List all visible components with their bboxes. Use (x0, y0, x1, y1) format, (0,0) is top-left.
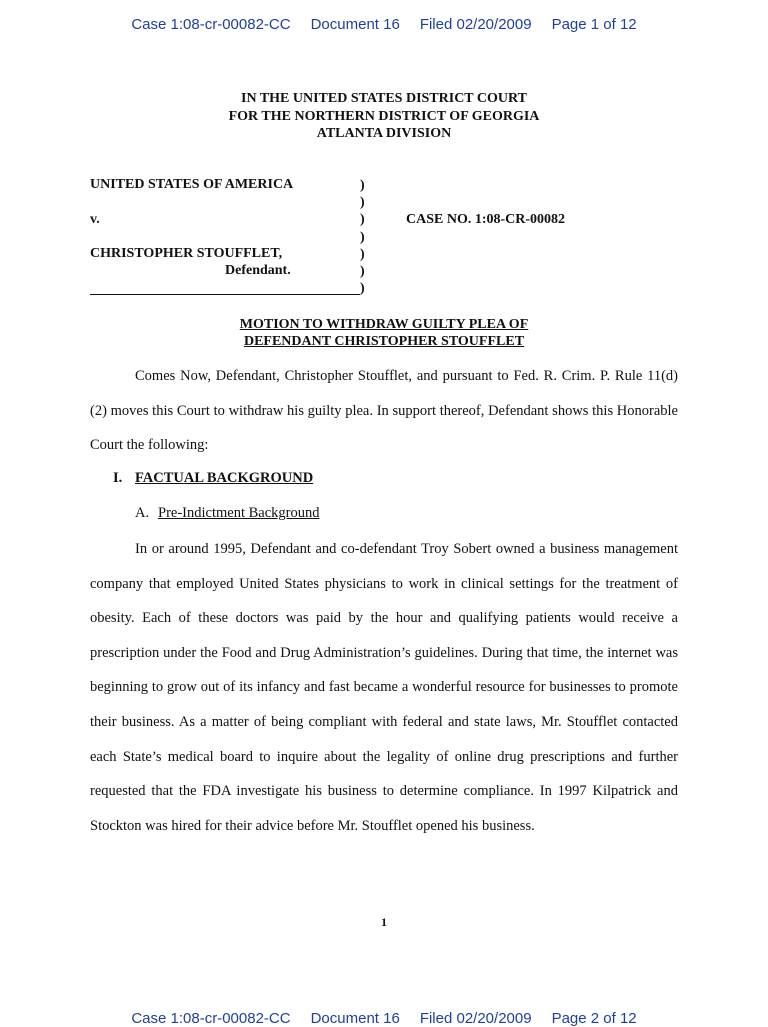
stamp-document: Document 16 (310, 16, 400, 33)
stamp-page: Page 2 of 12 (551, 1010, 637, 1027)
background-paragraph-text: In or around 1995, Defendant and co-defendant Troy Sobert owned a business management company that employed United States physicians to work in clinical settings for the treatment of obesity. Each of these doctors was paid by the hour and qualifying patients would receive a prescription under the Food and Drug Administration’s guidelines. During that time, the internet was beginning to grow out of its infancy and fast became a wonderful resource for businesses to promote their business. As a matter of being compliant with federal and state laws, Mr. Stoufflet contacted each State’s medical board to inquire about the legality of online drug prescriptions and further requested that the FDA investigate his business to determine compliance. In 1997 Kilpatrick and Stockton was hired for their advice before Mr. Stoufflet opened his business. (90, 541, 678, 834)
court-line-3: ATLANTA DIVISION (316, 126, 452, 141)
versus: v. (90, 212, 100, 227)
stamp-case-number: Case 1:08-cr-00082-CC (131, 16, 291, 33)
intro-paragraph-text: Comes Now, Defendant, Christopher Stoufflet, and pursuant to Fed. R. Crim. P. Rule 11(d) (2) moves this Court to withdraw his guilty plea. In support thereof, Defendant shows this Honorable Court the following: (90, 368, 678, 454)
section-title: FACTUAL BACKGROUND (135, 470, 314, 486)
motion-title-line-1: MOTION TO WITHDRAW GUILTY PLEA OF (239, 317, 529, 332)
section-number: I. (113, 470, 123, 486)
subsection-heading-pre-indictment (135, 505, 319, 522)
court-line-2: FOR THE NORTHERN DISTRICT OF GEORGIA (228, 108, 540, 124)
intro-paragraph (90, 359, 678, 463)
defendant-name: CHRISTOPHER STOUFFLET, (90, 246, 283, 261)
caption-parentheses: ) ) ) ) ) ) ) (360, 178, 365, 297)
page-number: 1 (381, 915, 387, 929)
subsection-title: Pre-Indictment Background (158, 505, 320, 521)
plaintiff-name: UNITED STATES OF AMERICA (90, 177, 294, 192)
stamp-document: Document 16 (310, 1010, 400, 1027)
defendant-role: Defendant. (225, 263, 291, 278)
motion-title (0, 316, 768, 350)
stamp-page: Page 1 of 12 (551, 16, 637, 33)
caption-rule (90, 294, 360, 295)
court-line-1: IN THE UNITED STATES DISTRICT COURT (241, 91, 527, 106)
filing-stamp-footer (0, 1010, 768, 1027)
stamp-case-number: Case 1:08-cr-00082-CC (131, 1010, 291, 1027)
case-caption (90, 177, 690, 302)
court-heading (0, 90, 768, 143)
motion-title-line-2: DEFENDANT CHRISTOPHER STOUFFLET (243, 334, 525, 349)
filing-stamp-header (0, 16, 768, 33)
case-number: CASE NO. 1:08-CR-00082 (406, 212, 566, 227)
stamp-filed-date: Filed 02/20/2009 (419, 16, 532, 33)
section-heading-factual-background (113, 470, 313, 487)
background-paragraph (90, 532, 678, 843)
subsection-number: A. (135, 505, 150, 521)
stamp-filed-date: Filed 02/20/2009 (419, 1010, 532, 1027)
